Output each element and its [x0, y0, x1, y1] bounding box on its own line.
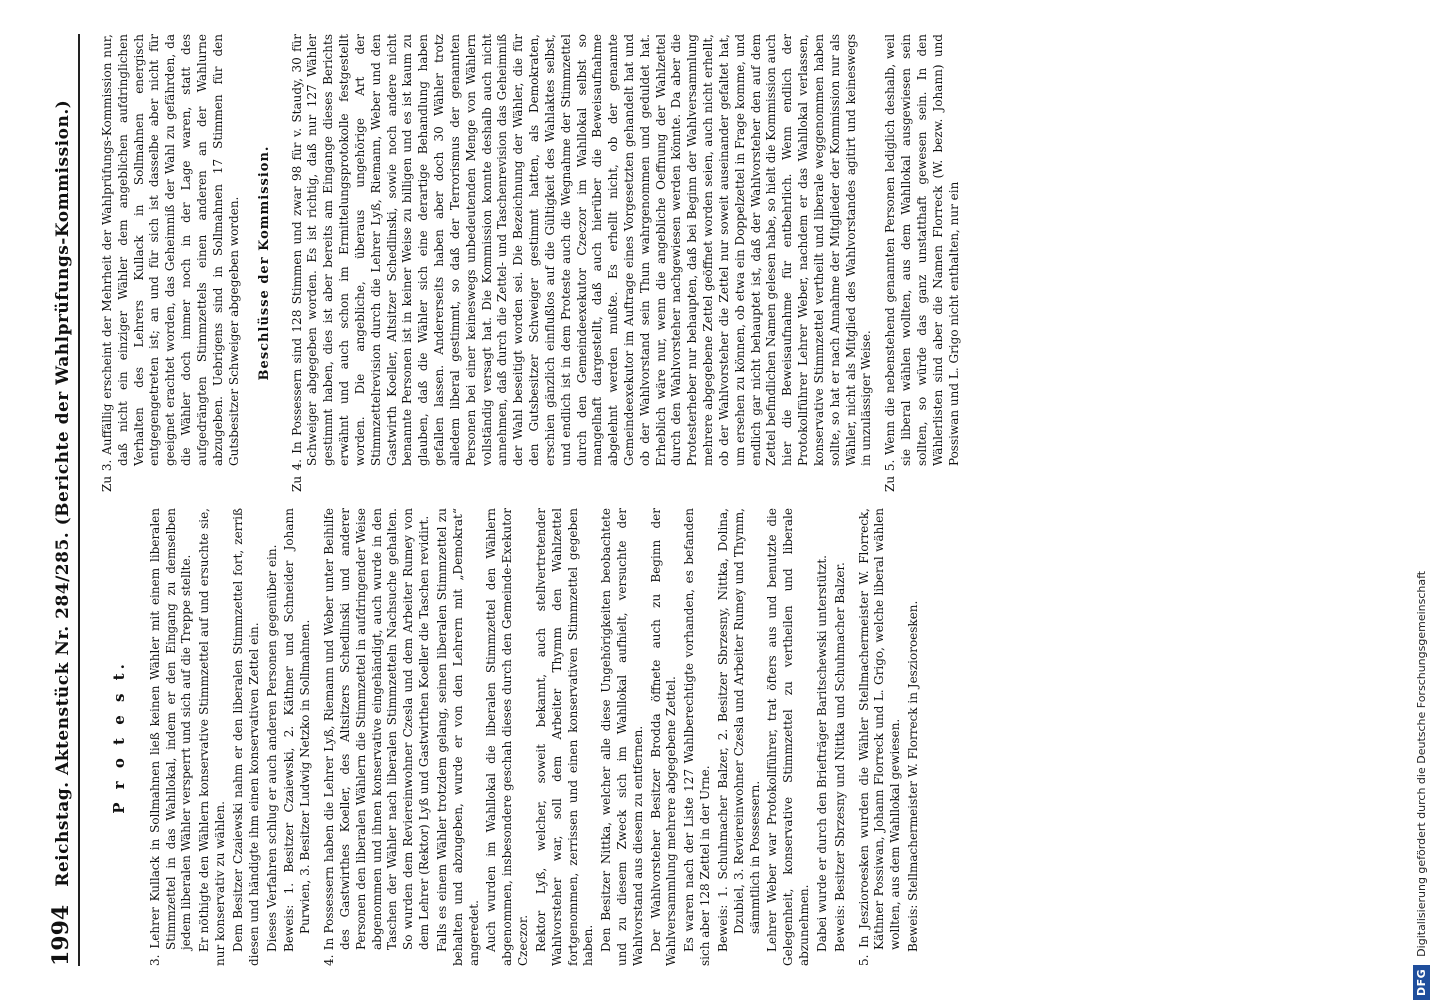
protest-item-3: 3. Lehrer Kullack in Sollmahnen ließ keinen Wähler mit einem liberalen Stimmzettel in das Wahllokal, indem er den Eingang zu demselben jedem liberalen Wähler versperrt und sich auf die Treppe stellte. [147, 508, 194, 966]
decision-zu-4: Zu 4. In Possessern sind 128 Stimmen und zwar 98 für v. Staudy, 30 für Schweiger abgegeben worden. Es ist richtig, daß nur 127 Wähler gestimmt haben, dies ist aber bereits am Eingange dieses Berichts erwähnt und auch schon im Ermittelungsprotokolle festgestellt worden. Die angebliche, überaus ungehörige Art der Stimmzettelrevision durch die Lehrer Lyß, Riemann, Weber und den Gastwirth Koeller, Altsitzer Schedlinski, sowie noch andere nicht benannte Personen ist in keiner Weise zu billigen und es ist kaum zu glauben, daß die Wähler sich eine derartige Behandlung haben gefallen lassen. Andererseits haben aber doch 30 Wähler trotz alledem liberal gestimmt, so daß der Terrorismus der genannten Personen bei einer keineswegs unbedeutenden Menge von Wählern vollständig versagt hat. Die Kommission konnte deshalb auch nicht annehmen, daß durch die Zettel- und Taschenrevision das Geheimniß der Wahl beseitigt worden sei. Die Bezeichnung der Wähler, die für den Gutsbesitzer Schweiger gestimmt hatten, als Demokraten, erschien gänzlich einflußlos auf die Gültigkeit des Wahlaktes selbst, und endlich ist in dem Proteste auch die Wegnahme der Stimmzettel durch den Gemeindeexekutor Czeczor im Wahllokal selbst so mangelhaft dargestellt, daß auch hierüber die Beweisaufnahme abgelehnt werden mußte. Es erhellt nicht, ob der genannte Gemeindeexekutor im Auftrage eines Vorgesetzten gehandelt hat und ob der Wahlvorstand sein Thun wahrgenommen und geduldet hat. Erheblich wäre nur, wenn die angebliche Oeffnung der Wahlzettel durch den Wahlvorsteher nachgewiesen werden könnte. Da aber die Protesterheber nur behaupten, daß bei Beginn der Wahlversammlung mehrere abgegebene Zettel geöffnet worden seien, auch nicht erhellt, ob der Wahlvorsteher die Zettel nur soweit auseinander gefaltet hat, um ersehen zu können, ob etwa ein Doppelzettel in Frage komme, und endlich gar nicht behauptet ist, daß der Wahlvorsteher den auf dem Zettel befindlichen Namen gelesen habe, so hielt die Kommission auch hier die Beweisaufnahme für entbehrlich. Wenn endlich der Protokollführer Lehrer Weber, nachdem er das Wahllokal verlassen, konservative Stimmzettel vertheilt und liberale weggenommen haben sollte, so hat er nach Annahme der Mitglieder der Kommission nur als Wähler, nicht als Mitglied des Wahlvorstandes agitirt und keineswegs in unzulässiger Weise. [289, 34, 874, 492]
commission-decisions-heading: Beschlüsse der Kommission. [257, 145, 273, 381]
protest-item-4-para: Rektor Lyß, welcher, soweit bekannt, auch stellvertretender Wahlvorsteher war, soll dem Arbeiter Thymm den Wahlzettel fortgenommen, zerrissen und einen konservativen Stimmzettel gegeben haben. [533, 508, 596, 966]
page-header-title: Reichstag. Aktenstück Nr. 284/285. (Berichte der Wahlprüfungs-Kommission.) [53, 99, 73, 887]
protest-item-3-para: Dem Besitzer Czaiewski nahm er den liberalen Stimmzettel fort, zerriß diesen und händigte ihm einen konservativen Zettel ein. [230, 508, 261, 966]
dfg-logo: DFG [1413, 965, 1430, 1000]
protest-item-3-evidence: Beweis: 1. Besitzer Czaiewski, 2. Käthner und Schneider Johann Purwien, 3. Besitzer Ludwig Netzko in Sollmahnen. [282, 508, 313, 952]
protest-heading: P r o t e s t. [110, 660, 128, 814]
protest-item-4-para: Lehrer Weber war Protokollführer, trat öfters aus und benutzte die Gelegenheit, konservative Stimmzettel zu vertheilen und liberale abzunehmen. [765, 508, 812, 966]
page-header [48, 34, 80, 966]
commission-column [92, 34, 964, 492]
protest-item-3-para: Er nöthigte den Wählern konservative Stimmzettel auf und ersuchte sie, nur konservativ zu wählen. [197, 508, 228, 966]
protest-column [92, 508, 964, 966]
protest-item-4-para: Auch wurden im Wahllokal die liberalen Stimmzettel den Wählern abgenommen, insbesondere geschah dieses durch den Gemeinde-Exekutor Czeczor. [484, 508, 531, 966]
protest-item-4-evidence: Beweis: 1. Schuhmacher Balzer, 2. Besitzer Sbrzesny, Nittka, Dolina, Dzubiel, 3. Reviereinwohner Czesla und Arbeiter Rumey und Thymm, sämmtlich in Possessern. [715, 508, 762, 952]
document-page [40, 20, 1400, 980]
protest-item-4-para: Falls es einem Wähler trotzdem gelang, seinen liberalen Stimmzettel zu behalten und abzugeben, wurde er von den Lehrern mit „Demokrat“ angeredet. [434, 508, 481, 966]
digitization-note: Digitalisierung gefördert durch die Deutsche Forschungsgemeinschaft [1414, 570, 1428, 957]
decision-zu-3: Zu 3. Auffällig erscheint der Mehrheit der Wahlprüfungs-Kommission nur, daß nicht ein einziger Wähler dem angeblichen aufdringlichen Verhalten des Lehrers Kullack in Sollmahnen energisch entgegengetreten ist; an und für sich ist dasselbe aber nicht für geeignet erachtet worden, das Geheimniß der Wahl zu gefährden, da die Wähler doch immer noch in der Lage waren, statt des aufgedrängten Stimmzettels einen anderen an der Wahlurne abzugeben. Uebrigens sind in Sollmahnen 17 Stimmen für den Gutsbesitzer Schweiger abgegeben worden. [100, 34, 241, 492]
protest-item-5-evidence: Beweis: Stellmachermeister W. Florreck in Jeszioroesken. [906, 600, 921, 952]
rotated-page-content [40, 20, 1400, 980]
protest-item-4-para: Es waren nach der Liste 127 Wahlberechtigte vorhanden, es befanden sich aber 128 Zettel in der Urne. [682, 508, 713, 966]
scanned-page [40, 20, 1400, 980]
two-column-body [92, 34, 964, 966]
protest-item-4-para: Den Besitzer Nittka, welcher alle diese Ungehörigkeiten beobachtete und zu diesem Zweck sich im Wahllokal aufhielt, versuchte der Wahlvorstand aus diesem zu entfernen. [599, 508, 645, 966]
protest-item-3-para: Dieses Verfahren schlug er auch anderen Personen gegenüber ein. [264, 544, 279, 952]
page-number: 1994 [48, 904, 74, 966]
protest-item-4-para: Der Wahlvorsteher Besitzer Brodda öffnete auch zu Beginn der Wahlversammlung mehrere abgegebene Zettel. [648, 508, 679, 966]
protest-item-4-para: Dabei wurde er durch den Briefträger Baritschewski unterstützt. [814, 555, 829, 952]
decision-zu-5: Zu 5. Wenn die nebenstehend genannten Personen lediglich deshalb, weil sie liberal wählen wollten, aus dem Wahllokal ausgewiesen sein sollten, so würde das ganz unstatthaft gewesen sein. In den Wählerlisten sind aber die Namen Florreck (W. bezw. Johann) und Possiwan und L. Grigo nicht enthalten, nur ein [883, 34, 961, 492]
protest-item-4: 4. In Possessern haben die Lehrer Lyß, Riemann und Weber unter Beihilfe des Gastwirthes Koeller, des Altsitzers Schedlinski und anderer Personen den liberalen Wählern die Stimmzettel in aufdringender Weise abgenommen und ihnen konservative eingehändigt, auch wurde in den Taschen der Wähler nach liberalen Stimmzetteln Nachsuche gehalten. So wurden dem Reviereinwohner Czesla und dem Arbeiter Rumey von dem Lehrer (Rektor) Lyß und Gastwirthen Koeller die Taschen revidirt. [322, 508, 432, 966]
digitization-sidebar [1408, 0, 1434, 1000]
protest-item-5: 5. In Jeszioroesken wurden die Wähler Stellmachermeister W. Florreck, Käthner Possiwan, Johann Florreck und L. Grigo, welche liberal wählen wollten, aus dem Wahllokal gewiesen. [856, 508, 903, 966]
protest-item-4-evidence: Beweis: Besitzer Sbrzesny und Nittka und Schuhmacher Balzer. [832, 562, 847, 952]
